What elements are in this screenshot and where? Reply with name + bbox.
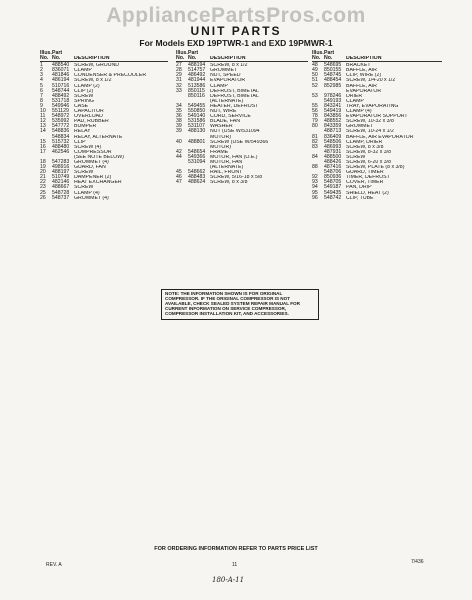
illus-number: 92 (312, 174, 318, 181)
illus-number: 45 (176, 169, 182, 176)
parts-column-1 (40, 51, 168, 201)
illus-number: 26 (40, 194, 46, 201)
part-number: 978246 (324, 92, 342, 99)
part-description: CLIP, WIRE (2) (346, 73, 382, 79)
part-number: 488483 (188, 174, 206, 181)
part-description: SCREW (74, 185, 94, 191)
part-number: 548745 (324, 72, 342, 79)
part-number: 481846 (52, 72, 70, 79)
header-line-2 (312, 56, 442, 61)
part-number: 836071 (52, 67, 70, 74)
header-description: DESCRIPTION (210, 56, 246, 62)
column-header (176, 51, 308, 62)
part-number: 549435 (324, 189, 342, 196)
illus-number: 44 (176, 153, 182, 160)
part-number: 462546 (52, 148, 70, 155)
parts-column-2 (176, 51, 308, 185)
illus-number: 27 (176, 62, 182, 69)
part-description: BAFFLE, AIR EVAPORATOR (346, 134, 414, 140)
part-description: SCREW, 6-20 x 3/8 (346, 159, 391, 165)
part-description: SCREW, PLATE (8 x 3/8) (346, 165, 405, 171)
part-description: SCREW (74, 170, 94, 176)
part-number: 531094 (188, 158, 206, 165)
part-number: 510716 (52, 82, 70, 89)
illus-number: 6 (40, 87, 43, 94)
part-description: MOTOR) (210, 134, 231, 140)
illus-number: 2 (40, 67, 43, 74)
illus-number: 96 (312, 194, 318, 201)
illus-number: 55 (312, 102, 318, 109)
illus-number: 29 (176, 72, 182, 79)
part-description: SCREW (4) (74, 144, 102, 150)
part-number: 850936 (324, 174, 342, 181)
illus-number: 51 (312, 77, 318, 84)
revision: REV. A (46, 562, 62, 568)
part-description: BAFFLE, AIR (346, 68, 377, 74)
illus-number: 42 (176, 148, 182, 155)
part-description: SCREW, 8 x 3/8 (346, 144, 384, 150)
part-number: 548972 (52, 113, 70, 120)
illus-number: 7 (40, 92, 43, 99)
part-description: SHIELD, HEAT (2) (346, 190, 389, 196)
part-description: FRAME (210, 149, 229, 155)
part-description: SCREW (346, 154, 366, 160)
part-description: NUT (USE W/531094 (210, 129, 260, 135)
part-description: CLIP (2) (74, 88, 94, 94)
part-description: GUARD, FAN (74, 165, 106, 171)
part-description: BAFFLE, AIR (346, 83, 377, 89)
illus-number: 50 (312, 72, 318, 79)
part-number: 488713 (324, 128, 342, 135)
part-number: 836409 (324, 133, 342, 140)
part-description: DAMPENER (2) (74, 175, 112, 181)
part-number: 498916 (52, 164, 70, 171)
part-number: 535992 (52, 118, 70, 125)
illus-number: 18 (40, 158, 46, 165)
watermark: AppliancePartsPros.com (106, 4, 366, 27)
part-description: COVER, TIMER (346, 180, 384, 186)
part-number: 486492 (188, 72, 206, 79)
part-number: 488552 (324, 118, 342, 125)
part-number: 488197 (52, 169, 70, 176)
illus-number: 52 (312, 82, 318, 89)
illus-number: 39 (176, 123, 182, 130)
part-description: SCREW, 8 x 1/2 (74, 78, 112, 84)
illus-number: 9 (40, 102, 43, 109)
illus-number: 36 (176, 113, 182, 120)
column-header (40, 51, 168, 62)
part-number: 547283 (52, 158, 70, 165)
part-description: EVAPORATOR SUPPORT (346, 114, 408, 120)
part-number: 548662 (188, 169, 206, 176)
page-title: UNIT PARTS (190, 24, 282, 38)
date-code: 7/436 (411, 559, 424, 565)
part-description: CLIP, TUBE (346, 195, 374, 201)
illus-number: 47 (176, 179, 182, 186)
part-number: 549455 (188, 102, 206, 109)
illus-number: 11 (40, 113, 46, 120)
illus-number: 15 (40, 138, 46, 145)
part-description: CONDENSER & PRECOOLER (74, 73, 147, 79)
part-description: CLAMP (210, 83, 228, 89)
illus-number: 31 (176, 77, 182, 84)
part-description: DEFROST, BIMETAL (210, 88, 259, 94)
part-description: CLAMP, DRIER (346, 139, 383, 145)
part-number: 488130 (188, 128, 206, 135)
part-number: 548705 (324, 179, 342, 186)
part-description: TRAY, EVAPORATING (346, 103, 399, 109)
part-description: CLAMP (4) (346, 109, 372, 115)
part-number: 486194 (52, 77, 70, 84)
illus-number: 78 (312, 113, 318, 120)
part-number: 850115 (188, 87, 205, 94)
part-description: HEAT EXCHANGER (74, 180, 122, 186)
header-no: No. (176, 55, 185, 62)
part-number: 549946 (52, 102, 70, 109)
part-number: 548834 (52, 133, 70, 140)
part-number: 548728 (52, 189, 70, 196)
header-illus: Illus. (312, 50, 324, 56)
ordering-info: FOR ORDERING INFORMATION REFER TO PARTS PRICE LIST (154, 546, 318, 552)
illus-number: 3 (40, 72, 43, 79)
part-description: GROMMET (4) (74, 195, 109, 201)
illus-number: 38 (176, 118, 182, 125)
header-no: No. (312, 55, 321, 62)
illus-number: 32 (176, 82, 182, 89)
column-header (312, 51, 442, 62)
part-number: 548654 (188, 148, 206, 155)
illus-number: 83 (312, 143, 318, 150)
parts-row (176, 180, 308, 185)
part-number: 531107 (188, 123, 205, 130)
part-description: PAD, RUBBER (74, 119, 109, 125)
header-description: DESCRIPTION (74, 56, 110, 62)
part-number: 488480 (52, 143, 70, 150)
header-illus: Illus. (40, 50, 52, 56)
part-description: EVAPORATOR (346, 88, 382, 94)
part-number: 550850 (188, 108, 206, 115)
part-description: CAPACITOR (74, 109, 104, 115)
part-number: 488426 (324, 158, 342, 165)
header-line-2 (176, 56, 308, 61)
illus-number: 56 (312, 108, 318, 115)
part-description: CASE (74, 103, 89, 109)
part-description: SCREW, 8-32 x 3/8 (346, 149, 391, 155)
part-number: 843241 (324, 102, 342, 109)
part-description: (ALTERNATE) (210, 98, 244, 104)
part-description: SPRING (74, 98, 94, 104)
header-illus: Illus. (176, 50, 188, 56)
illus-number: 88 (312, 164, 318, 171)
part-description: MOTOR, FAN (O.E.) (210, 154, 258, 160)
illus-number: 14 (40, 128, 46, 135)
part-number: 549187 (324, 184, 342, 191)
illus-number: 46 (176, 174, 182, 181)
part-description: CLAMP (74, 68, 92, 74)
part-description: TIMER, DEFROST (346, 175, 390, 181)
part-number: 549140 (188, 113, 206, 120)
illus-number: 94 (312, 184, 318, 191)
illus-number: 5 (40, 82, 43, 89)
illus-number: 16 (40, 143, 46, 150)
illus-number: 39 (176, 128, 182, 135)
illus-number: 34 (176, 102, 182, 109)
part-description: (ALTERNATE) (210, 165, 244, 171)
part-description: (SEE NOTE BELOW) (74, 154, 124, 160)
part-description: RELAY (74, 129, 91, 135)
illus-number: 23 (40, 184, 46, 191)
illus-number: 8 (40, 97, 43, 104)
illus-number: 48 (312, 62, 318, 69)
header-part: Part (324, 50, 335, 56)
part-description: GUARD, TIMER (346, 170, 384, 176)
part-number: 549366 (188, 153, 206, 160)
header-part-no: No. (324, 55, 333, 62)
part-description: SCREW, 5/16-18 x 5/8 (210, 175, 263, 181)
parts-row (312, 196, 442, 201)
part-description: CLAMP (2) (74, 83, 100, 89)
part-number: 488801 (188, 138, 206, 145)
illus-number: 49 (312, 67, 318, 74)
illus-number: 80 (312, 123, 318, 130)
part-description: SCREW, 8 x 1/2 (210, 63, 248, 69)
illus-number: 81 (312, 133, 318, 140)
part-number: 850155 (324, 67, 342, 74)
part-description: CLIP (74, 139, 86, 145)
part-description: BLADE, FAN (210, 119, 240, 125)
illus-number: 35 (176, 108, 182, 115)
part-description: BUMPER (74, 124, 97, 130)
part-number: 531718 (52, 97, 70, 104)
part-number: 548506 (324, 138, 342, 145)
part-number: 548742 (324, 194, 342, 201)
illus-number: 53 (312, 92, 318, 99)
part-description: WASHER (210, 124, 233, 130)
part-description: GROMMET (346, 124, 374, 130)
part-description: SCREW (74, 93, 94, 99)
header-part: Part (52, 50, 63, 56)
illus-number: 79 (312, 118, 318, 125)
part-description: NUT, WIRE (210, 109, 237, 115)
part-description: RAIL, FRONT (210, 170, 243, 176)
part-number: 549193 (324, 97, 342, 104)
illus-number: 1 (40, 62, 43, 69)
part-number: 843856 (324, 113, 342, 120)
part-description: SCREW, GROUND (74, 63, 119, 69)
part-number: 487931 (324, 148, 342, 155)
part-number: 531586 (188, 118, 206, 125)
part-number: 515732 (52, 138, 70, 145)
illus-number: 10 (40, 108, 46, 115)
part-description: RELAY, ALTERNATE (74, 134, 123, 140)
illus-number: 12 (40, 118, 46, 125)
header-part-no: No. (52, 55, 61, 62)
illus-number: 95 (312, 189, 318, 196)
illus-number: 25 (40, 189, 46, 196)
illus-number: 20 (40, 169, 46, 176)
header-no: No. (40, 55, 49, 62)
part-number: 487416 (324, 164, 342, 171)
illus-number: 19 (40, 164, 46, 171)
illus-number: 84 (312, 153, 318, 160)
part-description: SCREW, 10-24 x 1/2 (346, 129, 394, 135)
part-description: GROMMET (210, 68, 238, 74)
part-number: 488194 (188, 62, 206, 69)
part-description: SCREW, 10-32 x 3/8 (346, 119, 394, 125)
part-description: SCREW, 8 x 3/8 (210, 180, 248, 186)
part-description: SCREW, 1/4-20 x 1/2 (346, 78, 396, 84)
part-description: PAN, DRIP (346, 185, 372, 191)
part-number: 482146 (52, 179, 70, 186)
illus-number: 17 (40, 148, 46, 155)
handwritten-note: 180-A-11 (212, 576, 245, 584)
part-description: COMPRESSOR (74, 149, 112, 155)
part-description: CLAMP (346, 98, 364, 104)
part-number: 548706 (324, 169, 342, 176)
page-number: 11 (232, 562, 238, 568)
part-description: SCREW (USE W/549366 (210, 139, 269, 145)
part-number: 488492 (52, 92, 70, 99)
part-number: 548737 (52, 194, 70, 201)
header-line-2 (40, 56, 168, 61)
illus-number: 82 (312, 138, 318, 145)
part-number: 551129 (52, 108, 69, 115)
part-description: MOTOR) (210, 144, 231, 150)
illus-number: 4 (40, 77, 43, 84)
part-number: 486993 (324, 143, 342, 150)
part-description: HEATER, DEFROST (210, 103, 259, 109)
illus-number: 22 (40, 179, 46, 186)
part-number: 548836 (52, 128, 70, 135)
illus-number: 40 (176, 138, 182, 145)
part-number: 548695 (324, 62, 342, 69)
part-description: DEFROST, BIMETAL (210, 93, 259, 99)
part-number: 547772 (52, 123, 70, 130)
header-part-no: No. (188, 55, 197, 62)
part-number: 850116 (188, 92, 205, 99)
part-number: 510749 (52, 174, 70, 181)
part-description: CORD, SERVICE (210, 114, 251, 120)
part-number: 488540 (52, 62, 70, 69)
part-description: CLAMP (4) (74, 190, 100, 196)
compressor-note: NOTE: THE INFORMATION SHOWN IS FOR ORIGINAL COMPRESSOR. IF THE ORIGINAL COMPRESSOR IS NOT AVAILABLE, CHECK SEALED SYSTEM REPAIR MANUAL FOR CURRENT INFORMATION ON SERVICE COMPRESSOR, COMPRESSOR INSTALLATION KIT, AND ACCESSORIES. (161, 289, 319, 320)
illus-number: 28 (176, 67, 182, 74)
part-number: 488624 (188, 179, 206, 186)
header-description: DESCRIPTION (346, 56, 382, 62)
part-description: GROMMET (4) (74, 159, 109, 165)
models-subtitle: For Models EXD 19PTWR-1 and EXD 19PMWR-1 (139, 38, 333, 48)
part-description: DRIER (346, 93, 363, 99)
parts-row (40, 196, 168, 201)
illus-number: 33 (176, 87, 182, 94)
part-number: 852985 (324, 82, 342, 89)
header-part: Part (188, 50, 199, 56)
part-number: 513586 (188, 82, 206, 89)
illus-number: 21 (40, 174, 46, 181)
part-number: 488667 (52, 184, 70, 191)
part-number: 488500 (324, 153, 342, 160)
part-number: 548744 (52, 87, 70, 94)
illus-number: 13 (40, 123, 46, 130)
part-description: MOTOR, FAN (210, 159, 243, 165)
part-number: 843359 (324, 123, 342, 130)
part-description: EVAPORATOR (210, 78, 246, 84)
part-number: 481944 (188, 77, 206, 84)
part-number: 488454 (324, 77, 342, 84)
part-description: BRACKET (346, 63, 371, 69)
illus-number: 93 (312, 179, 318, 186)
part-description: NUT, SPEED (210, 73, 241, 79)
part-number: 514757 (188, 67, 206, 74)
parts-column-3 (312, 51, 442, 201)
part-description: OVERLOAD (74, 114, 103, 120)
part-number: 549419 (324, 108, 342, 115)
